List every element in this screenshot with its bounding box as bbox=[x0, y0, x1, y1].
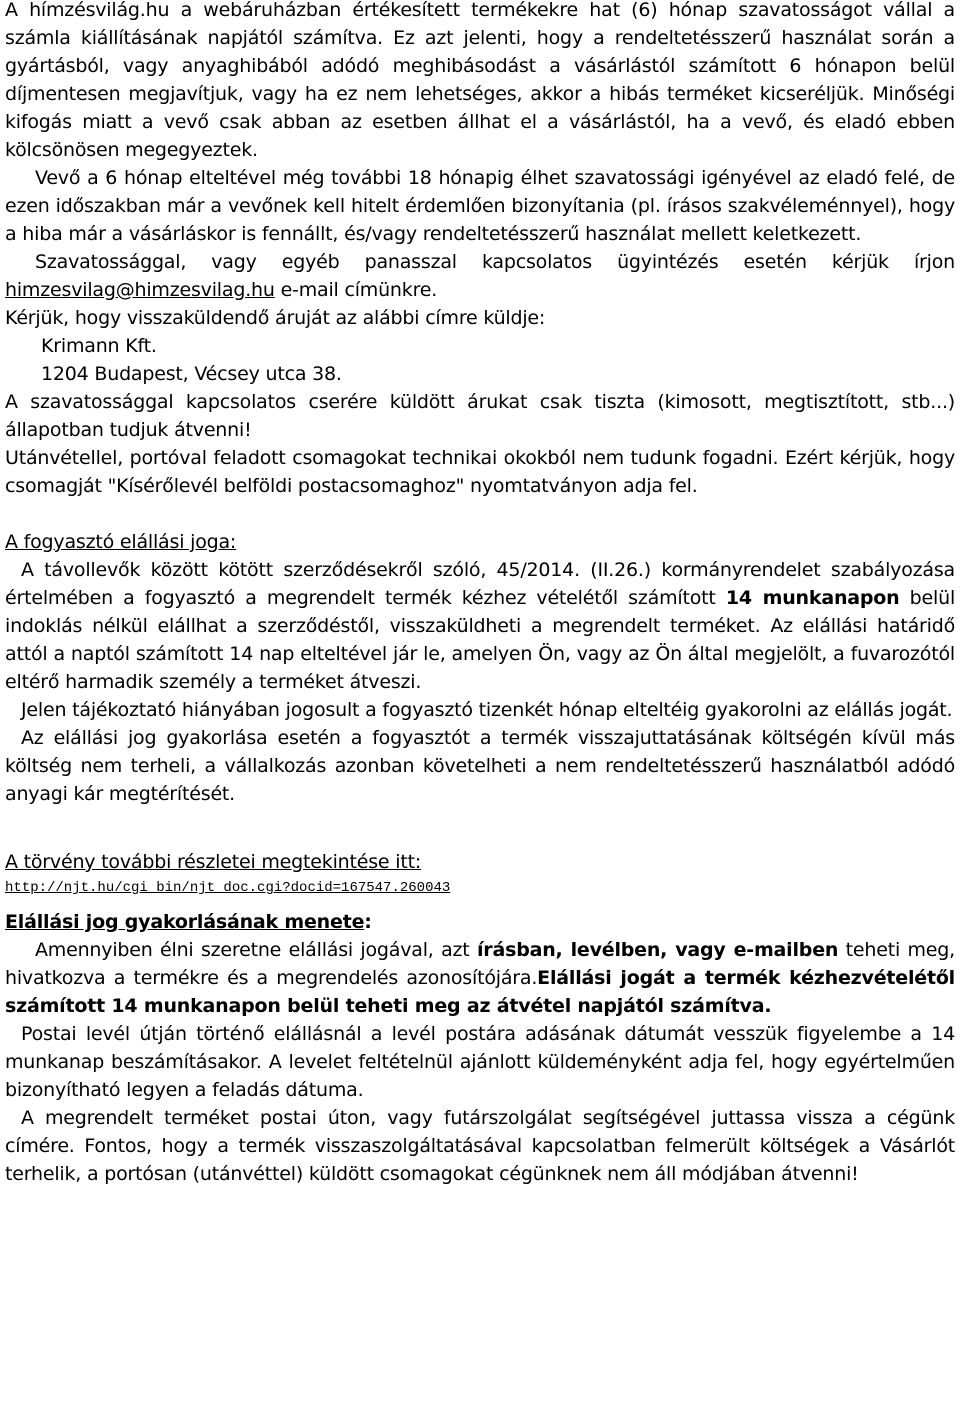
process-paragraph-3: A megrendelt terméket postai úton, vagy futárszolgálat segítségével juttassa vissza a cégünk címére. Fontos, hogy a termék visszaszolgáltatásával kapcsolatban felmerült költségek a Vásárlót terhelik, a portósan (utánvéttel) küldött csomagokat cégünknek nem áll módjában átvenni! bbox=[5, 1107, 955, 1185]
withdrawal-paragraph-1 bbox=[5, 556, 955, 696]
law-heading: A törvény további részletei megtekintése itt: bbox=[5, 851, 422, 873]
email-link[interactable]: himzesvilag@himzesvilag.hu bbox=[5, 279, 275, 301]
clean-goods-notice: A szavatossággal kapcsolatos cserére küldött árukat csak tiszta (kimosott, megtisztított, stb...) állapotban tudjuk átvenni! bbox=[5, 391, 955, 441]
process-paragraph-1 bbox=[5, 936, 955, 1020]
process-paragraph-2: Postai levél útján történő elállásnál a levél postára adásának dátumát vesszük figyelembe a 14 munkanap beszámításakor. A levelet feltételnül ajánlott küldeményként adja fel, hogy egyértelműen bizonyítható legyen a feladás dátuma. bbox=[5, 1023, 955, 1101]
process-p1-text: Amennyiben élni szeretne elállási jogával, azt bbox=[35, 939, 470, 961]
process-heading-colon: : bbox=[364, 911, 372, 933]
withdrawal-p1-bold: 14 munkanapon bbox=[725, 587, 900, 609]
warranty-paragraph-2: Vevő a 6 hónap elteltével még további 18 hónapig élhet szavatossági igényével az eladó felé, de ezen időszakban már a vevőnek kell hitelt érdemlően bizonyítania (pl. írásos szakvéleménnyel), hogy a hiba már a vásárláskor is fennállt, és/vagy rendeltetésszerű használat mellett keletkezett. bbox=[5, 167, 955, 245]
process-heading-text: Elállási jog gyakorlásának menete bbox=[5, 911, 365, 933]
withdrawal-paragraph-2: Jelen tájékoztató hiányában jogosult a fogyasztó tizenkét hónap elteltéig gyakorolni az elállás jogát. bbox=[21, 699, 953, 721]
withdrawal-p1-rest: belül indoklás nélkül elállhat a szerződéstől, visszaküldheti a megrendelt terméket. Az elállási határidő attól a naptól számított 14 nap elteltével jár le, amelyen Ön, vagy az Ön által megjelölt, a fuvarozótól eltérő harmadik személy a terméket átveszi. bbox=[5, 587, 956, 693]
process-heading bbox=[5, 908, 955, 936]
cod-notice: Utánvétellel, portóval feladott csomagokat technikai okokból nem tudunk fogadni. Ezért kérjük, hogy csomagját "Kísérőlevél belföldi postacsomaghoz" nyomtatványon adja fel. bbox=[5, 447, 955, 497]
process-p1-bold-1: írásban, levélben, vagy e-mailben bbox=[476, 939, 839, 961]
warranty-contact-text: Szavatossággal, vagy egyéb panasszal kapcsolatos ügyintézés esetén kérjük írjon bbox=[35, 251, 955, 273]
address-company: Krimann Kft. bbox=[41, 335, 157, 357]
warranty-paragraph-3 bbox=[5, 248, 955, 304]
withdrawal-paragraph-3: Az elállási jog gyakorlása esetén a fogyasztót a termék visszajuttatásának költségén kívül más költség nem terheli, a vállalkozás azonban követelheti a nem rendeltetésszerű használatból adódó anyagi kár megtérítését. bbox=[5, 727, 955, 805]
law-link[interactable]: http://njt.hu/cgi_bin/njt_doc.cgi?docid=167547.260043 bbox=[5, 880, 451, 896]
address-street: 1204 Budapest, Vécsey utca 38. bbox=[41, 363, 342, 385]
withdrawal-heading: A fogyasztó elállási joga: bbox=[5, 531, 237, 553]
return-address-intro: Kérjük, hogy visszaküldendő áruját az alábbi címre küldje: bbox=[5, 307, 546, 329]
process-p1-bold-2: Elállási jogát a termék kézhezvételétől számított 14 munkanapon belül teheti meg az átvétel napjától számítva. bbox=[5, 967, 955, 1017]
warranty-contact-suffix: e-mail címünkre. bbox=[280, 279, 438, 301]
warranty-paragraph-1: A hímzésvilág.hu a webáruházban értékesített termékekre hat (6) hónap szavatosságot vállal a számla kiállításának napjától számítva. Ez azt jelenti, hogy a rendeltetésszerű használat során a gyártásból, vagy anyaghibából adódó meghibásodást a vásárlástól számított 6 hónapon belül díjmentesen megjavítjuk, vagy ha ez nem lehetséges, akkor a hibás terméket kicseréljük. Minőségi kifogás miatt a vevő csak abban az esetben állhat el a vásárlástól, ha a vevő, és eladó ebben kölcsönösen megegyeztek. bbox=[5, 0, 955, 161]
process-p1-mid: teheti meg, hivatkozva a termékre és a megrendelés azonosítójára. bbox=[5, 939, 956, 989]
withdrawal-p1-text: A távollevők között kötött szerződésekről szóló, 45/2014. (II.26.) kormányrendelet szabályozása értelmében a fogyasztó a megrendelt termék kézhez vételétől számított bbox=[5, 559, 955, 609]
